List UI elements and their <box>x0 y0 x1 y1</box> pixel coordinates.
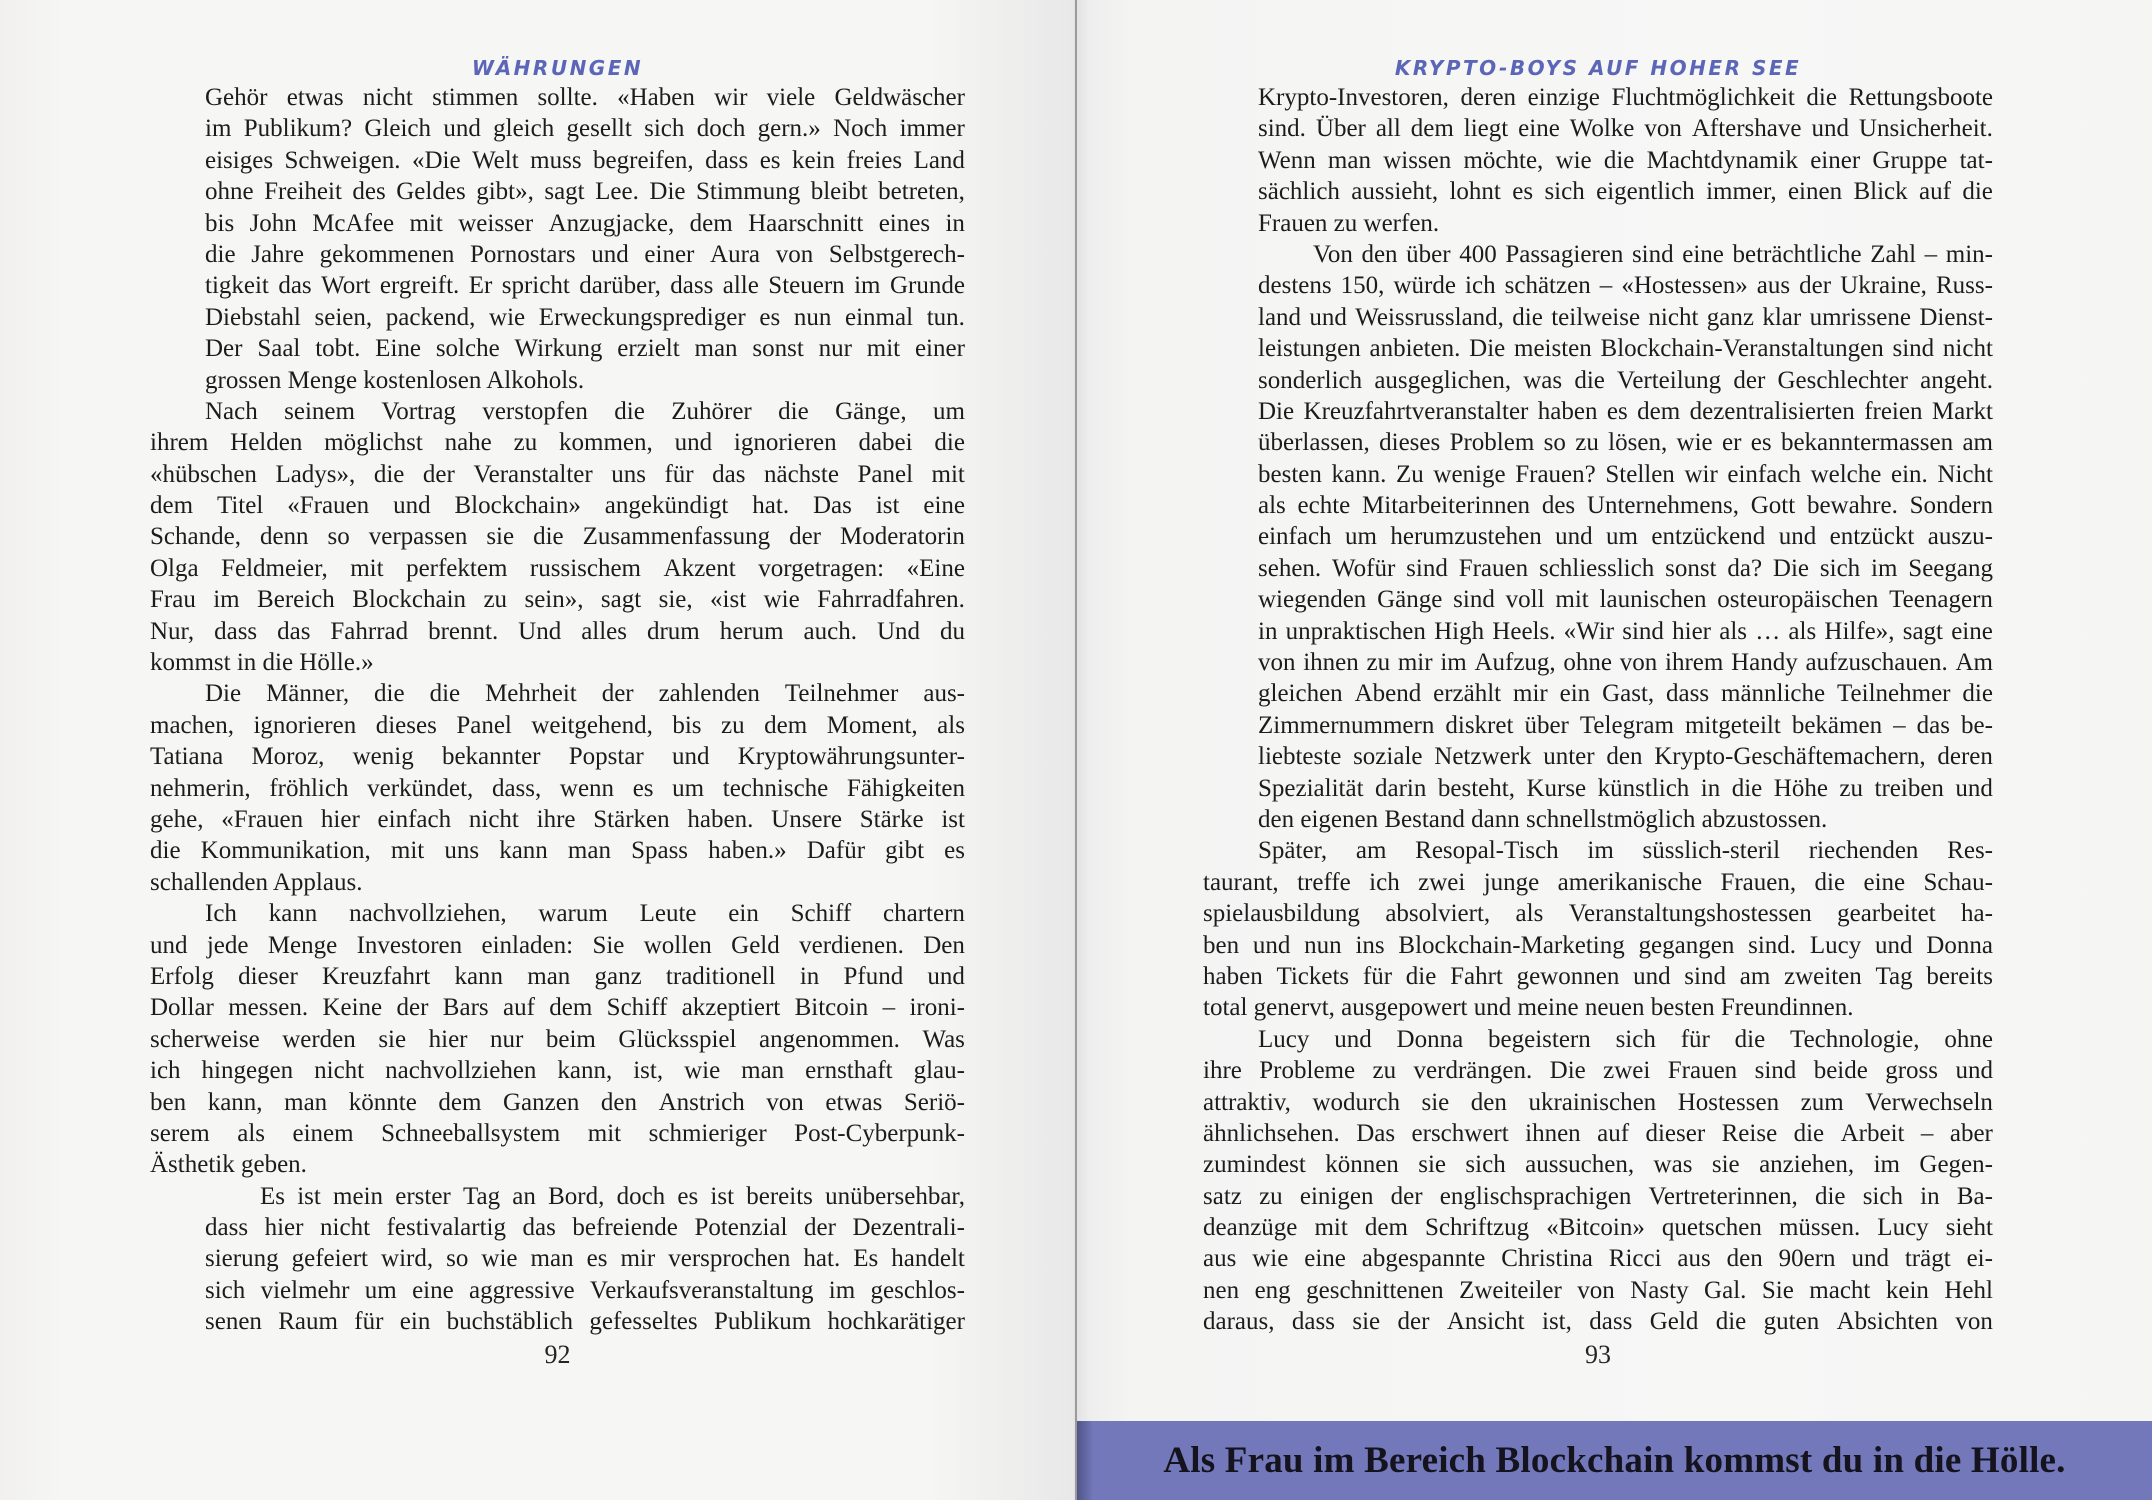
text-line: ihre Probleme zu verdrängen. Die zwei Frauen sind beide gross und <box>1203 1057 1993 1085</box>
text-line: Ästhetik geben. <box>150 1151 307 1179</box>
text-line: die Jahre gekommenen Pornostars und einer Aura von Selbstgerech- <box>205 240 965 268</box>
text-line: ohne Freiheit des Geldes gibt», sagt Lee. Die Stimmung bleibt betreten, <box>205 178 965 206</box>
text-line: Frauen zu werfen. <box>1258 209 1440 237</box>
text-line: gehe, «Frauen hier einfach nicht ihre Stärken haben. Unsere Stärke ist <box>150 805 965 833</box>
paragraph <box>150 1181 965 1338</box>
text-line: serem als einem Schneeballsystem mit schmieriger Post-Cyberpunk- <box>150 1119 965 1147</box>
text-line: Zimmernummern diskret über Telegram mitgeteilt bekämen – das be- <box>1258 711 1993 739</box>
text-line: schallenden Applaus. <box>150 868 363 896</box>
text-line: deanzüge mit dem Schriftzug «Bitcoin» quetschen müssen. Lucy sieht <box>1203 1214 1993 1242</box>
running-head-left: WÄHRUNGEN <box>471 56 644 80</box>
text-line: leistungen anbieten. Die meisten Blockchain-Veranstaltungen sind nicht <box>1258 335 1993 363</box>
text-line: Schande, denn so verpassen sie die Zusammenfassung der Moderatorin <box>150 523 965 551</box>
text-line: aus wie eine abgespannte Christina Ricci aus den 90ern und trägt ei- <box>1203 1245 1993 1273</box>
text-line: Spezialität darin besteht, Kurse künstlich in die Höhe zu treiben und <box>1258 774 1993 802</box>
text-line: Krypto-Investoren, deren einzige Fluchtmöglichkeit die Rettungsboote <box>1258 84 1993 111</box>
paragraph <box>150 82 965 396</box>
text-line: daraus, dass sie der Ansicht ist, dass Geld die guten Absichten von <box>1203 1308 1993 1336</box>
text-line: Wenn man wissen möchte, wie die Machtdynamik einer Gruppe tat- <box>1258 146 1993 174</box>
text-line: gleichen Abend erzählt mir ein Gast, dass männliche Teilnehmer die <box>1258 680 1993 708</box>
text-line: tigkeit das Wort ergreift. Er spricht darüber, dass alle Steuern im Grunde <box>205 272 965 300</box>
text-line: als echte Mitarbeiterinnen des Unternehmens, Gott bewahre. Sondern <box>1258 492 1993 520</box>
text-line: Dollar messen. Keine der Bars auf dem Schiff akzeptiert Bitcoin – ironi- <box>150 994 965 1022</box>
text-line: kommst in die Hölle.» <box>150 649 374 677</box>
text-line: Diebstahl seien, packend, wie Erweckungsprediger es nun einmal tun. <box>205 303 965 331</box>
text-line: haben Tickets für die Fahrt gewonnen und sind am zweiten Tag bereits <box>1203 962 1993 990</box>
text-line: sierung gefeiert wird, so wie man es mir versprochen hat. Es handelt <box>205 1245 965 1273</box>
pull-quote-text: Als Frau im Bereich Blockchain kommst du in die Hölle. <box>1163 1440 2066 1481</box>
paragraph <box>150 898 965 1181</box>
text-line: ihrem Helden möglichst nahe zu kommen, und ignorieren dabei die <box>150 429 965 457</box>
text-line: von ihnen zu mir im Aufzug, ohne von ihrem Handy aufzuschauen. Am <box>1258 649 1993 677</box>
text-line: zumindest können sie sich aussuchen, was sie anziehen, im Gegen- <box>1203 1151 1993 1179</box>
text-line: attraktiv, wodurch sie den ukrainischen Hostessen zum Verwechseln <box>1203 1088 1993 1116</box>
text-line: land und Weissrussland, die teilweise nicht ganz klar umrissene Dienst- <box>1258 303 1993 331</box>
text-line: bis John McAfee mit weisser Anzugjacke, dem Haarschnitt eines in <box>205 209 965 237</box>
text-column-right <box>1203 82 1993 1338</box>
text-line: satz zu einigen der englischsprachigen Vertreterinnen, die sich in Ba- <box>1203 1182 1993 1210</box>
text-line: Lucy und Donna begeistern sich für die Technologie, ohne <box>1258 1025 1993 1053</box>
text-line: Später, am Resopal-Tisch im süsslich-steril riechenden Res- <box>1258 837 1993 865</box>
text-line: Frau im Bereich Blockchain zu sein», sagt sie, «ist wie Fahrradfahren. <box>150 586 965 614</box>
text-line: Olga Feldmeier, mit perfektem russischem Akzent vorgetragen: «Eine <box>150 554 965 582</box>
text-line: Die Männer, die die Mehrheit der zahlenden Teilnehmer aus- <box>205 680 965 708</box>
text-line: die Kommunikation, mit uns kann man Spass haben.» Dafür gibt es <box>150 837 965 865</box>
text-line: sind. Über all dem liegt eine Wolke von Aftershave und Unsicherheit. <box>1258 115 1993 143</box>
text-line: Nur, dass das Fahrrad brennt. Und alles drum herum auch. Und du <box>150 617 965 645</box>
text-line: sehen. Wofür sind Frauen schliesslich sonst da? Die sich im Seegang <box>1258 554 1993 582</box>
text-line: Erfolg dieser Kreuzfahrt kann man ganz traditionell in Pfund und <box>150 962 965 990</box>
paragraph <box>150 396 965 679</box>
paragraph <box>150 678 965 898</box>
text-line: wiegenden Gänge sind voll mit launischen osteuropäischen Teenagern <box>1258 586 1993 614</box>
text-line: Gehör etwas nicht stimmen sollte. «Haben wir viele Geldwäscher <box>205 84 965 111</box>
text-line: ben kann, man könnte dem Ganzen den Anstrich von etwas Seriö- <box>150 1088 965 1116</box>
text-line: Es ist mein erster Tag an Bord, doch es ist bereits unübersehbar, <box>260 1182 965 1210</box>
text-line: einfach um herumzustehen und um entzückend und entzückt auszu- <box>1258 523 1993 551</box>
text-line: senen Raum für ein buchstäblich gefesseltes Publikum hochkarätiger <box>205 1308 965 1336</box>
page-number-left: 92 <box>544 1340 571 1369</box>
text-line: überlassen, dieses Problem so zu lösen, wie er es bekanntermassen am <box>1258 429 1993 457</box>
text-line: nehmerin, fröhlich verkündet, dass, wenn es um technische Fähigkeiten <box>150 774 965 802</box>
text-line: Tatiana Moroz, wenig bekannter Popstar und Kryptowährungsunter- <box>150 743 965 771</box>
text-line: scherweise werden sie hier nur beim Glücksspiel angenommen. Was <box>150 1025 965 1053</box>
page-number-right: 93 <box>1585 1340 1611 1369</box>
paragraph <box>1203 1024 1993 1338</box>
text-line: und jede Menge Investoren einladen: Sie wollen Geld verdienen. Den <box>150 931 965 959</box>
gutter-spine <box>1075 0 1077 1500</box>
text-line: besten kann. Zu wenige Frauen? Stellen wir einfach welche ein. Nicht <box>1258 460 1993 488</box>
text-line: ben und nun ins Blockchain-Marketing gegangen sind. Lucy und Donna <box>1203 931 1993 959</box>
text-line: dass hier nicht festivalartig das befreiende Potenzial der Dezentrali- <box>205 1214 965 1242</box>
text-line: Der Saal tobt. Eine solche Wirkung erzielt man sonst nur mit einer <box>205 335 965 363</box>
text-line: eisiges Schweigen. «Die Welt muss begreifen, dass es kein freies Land <box>205 146 965 174</box>
text-line: im Publikum? Gleich und gleich gesellt sich doch gern.» Noch immer <box>205 115 965 143</box>
text-line: ähnlichsehen. Das erschwert ihnen auf dieser Reise die Arbeit – aber <box>1203 1119 1993 1147</box>
page-right <box>1077 0 2152 1500</box>
text-line: machen, ignorieren dieses Panel weitgehend, bis zu dem Moment, als <box>150 711 965 739</box>
text-line: total genervt, ausgepowert und meine neuen besten Freundinnen. <box>1203 994 1854 1022</box>
text-line: Ich kann nachvollziehen, warum Leute ein Schiff chartern <box>205 900 965 928</box>
text-line: Die Kreuzfahrtveranstalter haben es dem dezentralisierten freien Markt <box>1258 397 1993 425</box>
paragraph <box>1203 835 1993 1023</box>
text-line: in unpraktischen High Heels. «Wir sind hier als … als Hilfe», sagt eine <box>1258 617 1993 645</box>
text-line: liebteste soziale Netzwerk unter den Krypto-Geschäftemachern, deren <box>1258 743 1993 771</box>
text-line: sonderlich ausgeglichen, was die Verteilung der Geschlechter angeht. <box>1258 366 1993 394</box>
text-line: nen eng geschnittenen Zweiteiler von Nasty Gal. Sie macht kein Hehl <box>1203 1276 1993 1304</box>
pull-quote-banner <box>1077 1421 2152 1500</box>
text-line: grossen Menge kostenlosen Alkohols. <box>205 366 585 394</box>
text-line: sich vielmehr um eine aggressive Verkaufsveranstaltung im geschlos- <box>205 1276 965 1304</box>
text-line: Nach seinem Vortrag verstopfen die Zuhörer die Gänge, um <box>205 397 965 425</box>
text-line: «hübschen Ladys», die der Veranstalter uns für das nächste Panel mit <box>150 460 965 488</box>
text-line: sächlich aussieht, lohnt es sich eigentlich immer, einen Blick auf die <box>1258 178 1993 206</box>
running-head-right: KRYPTO-BOYS AUF HOHER SEE <box>1394 56 1802 80</box>
text-line: ich hingegen nicht nachvollziehen kann, ist, wie man ernsthaft glau- <box>150 1057 965 1085</box>
text-line: dem Titel «Frauen und Blockchain» angekündigt hat. Das ist eine <box>150 492 965 520</box>
text-column-left <box>150 82 965 1338</box>
paragraph <box>1203 239 1993 835</box>
text-line: den eigenen Bestand dann schnellstmöglich abzustossen. <box>1258 805 1828 833</box>
paragraph <box>1203 82 1993 239</box>
text-line: destens 150, würde ich schätzen – «Hostessen» aus der Ukraine, Russ- <box>1258 272 1993 300</box>
text-line: taurant, treffe ich zwei junge amerikanische Frauen, die eine Schau- <box>1203 868 1993 896</box>
text-line: Von den über 400 Passagieren sind eine beträchtliche Zahl – min- <box>1313 240 1993 268</box>
text-line: spielausbildung absolviert, als Veranstaltungshostessen gearbeitet ha- <box>1203 900 1993 928</box>
